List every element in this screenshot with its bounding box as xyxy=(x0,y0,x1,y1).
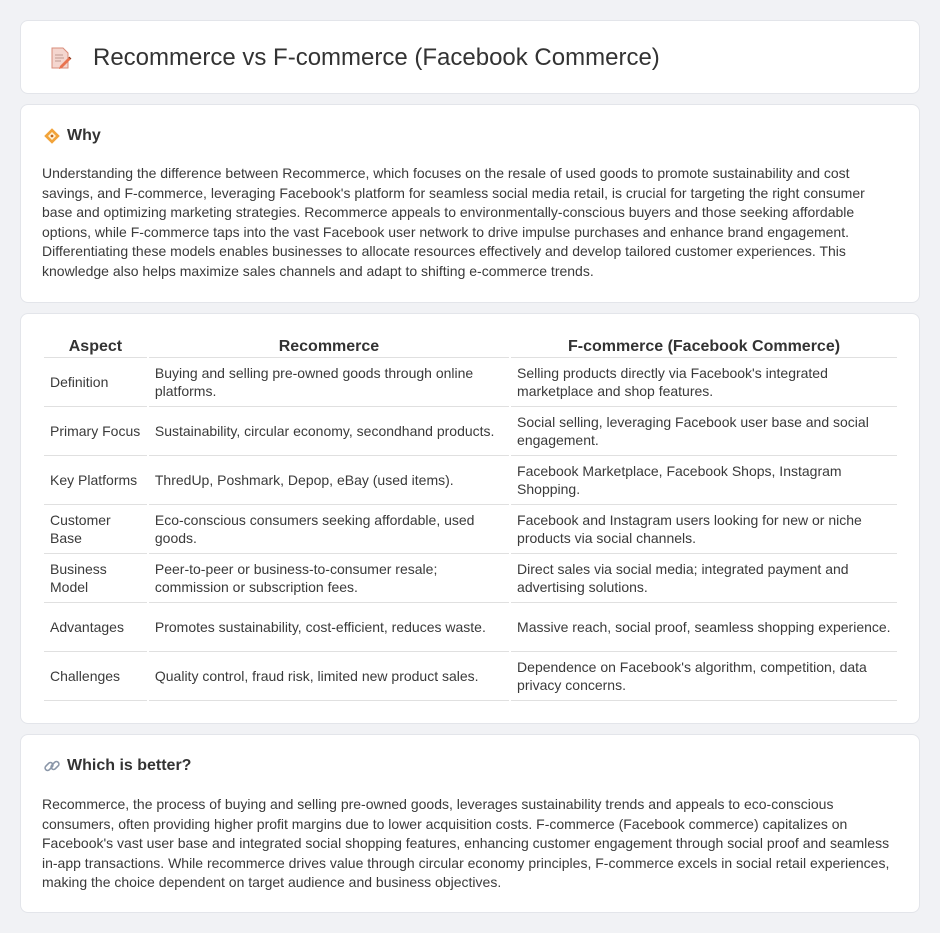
aspect-cell: Key Platforms xyxy=(44,456,147,505)
aspect-cell: Challenges xyxy=(44,652,147,701)
recommerce-cell: Sustainability, circular economy, secondhand products. xyxy=(149,407,509,456)
table-row xyxy=(44,358,897,407)
header-card xyxy=(20,20,920,94)
why-card xyxy=(20,104,920,303)
comparison-table xyxy=(42,336,899,701)
fcommerce-cell: Facebook and Instagram users looking for new or niche products via social channels. xyxy=(511,505,897,554)
table-row xyxy=(44,407,897,456)
fcommerce-cell: Social selling, leveraging Facebook user base and social engagement. xyxy=(511,407,897,456)
link-icon xyxy=(43,757,61,775)
table-header-row xyxy=(44,336,897,358)
fcommerce-cell: Dependence on Facebook's algorithm, competition, data privacy concerns. xyxy=(511,652,897,701)
aspect-cell: Customer Base xyxy=(44,505,147,554)
header xyxy=(47,44,660,72)
column-header: Aspect xyxy=(44,336,147,358)
recommerce-cell: Quality control, fraud risk, limited new product sales. xyxy=(149,652,509,701)
why-body: Understanding the difference between Recommerce, which focuses on the resale of used goods to promote sustainability and cost savings, and F-commerce, leveraging Facebook's platform for seamless social media retail, is crucial for targeting the right consumer base and optimizing marketing strategies. Recommerce appeals to environmentally-conscious buyers and those seeking affordable options, while F-commerce taps into the vast Facebook user network to drive impulse purchases and enhance brand engagement. Differentiating these models enables businesses to allocate resources effectively and develop tailored customer experiences. This knowledge also helps maximize sales channels and adapt to shifting e-commerce trends. xyxy=(42,165,865,279)
aspect-cell: Primary Focus xyxy=(44,407,147,456)
table-row xyxy=(44,505,897,554)
page-title: Recommerce vs F-commerce (Facebook Commerce) xyxy=(93,44,660,71)
table-row xyxy=(44,603,897,652)
aspect-cell: Definition xyxy=(44,358,147,407)
table-row xyxy=(44,652,897,701)
which-is-better-card xyxy=(20,734,920,913)
column-header: Recommerce xyxy=(149,336,509,358)
fcommerce-cell: Selling products directly via Facebook's integrated marketplace and shop features. xyxy=(511,358,897,407)
table-row xyxy=(44,554,897,603)
fcommerce-cell: Massive reach, social proof, seamless shopping experience. xyxy=(511,603,897,652)
recommerce-cell: Peer-to-peer or business-to-consumer resale; commission or subscription fees. xyxy=(149,554,509,603)
fcommerce-cell: Direct sales via social media; integrated payment and advertising solutions. xyxy=(511,554,897,603)
recommerce-cell: ThredUp, Poshmark, Depop, eBay (used items). xyxy=(149,456,509,505)
aspect-cell: Business Model xyxy=(44,554,147,603)
column-header: F-commerce (Facebook Commerce) xyxy=(511,336,897,358)
better-body: Recommerce, the process of buying and selling pre-owned goods, leverages sustainability trends and appeals to eco-conscious consumers, often providing higher profit margins due to lower acquisition costs. F-commerce (Facebook commerce) capitalizes on Facebook's vast user base and integrated social shopping features, enhancing customer engagement through social proof and seamless in-app transactions. While recommerce drives value through circular economy principles, F-commerce excels in social retail experiences, making the choice dependent on target audience and business objectives. xyxy=(42,796,890,890)
why-heading: Why xyxy=(67,127,101,144)
table-row xyxy=(44,456,897,505)
recommerce-cell: Buying and selling pre-owned goods through online platforms. xyxy=(149,358,509,407)
better-heading-row xyxy=(43,757,191,775)
aspect-cell: Advantages xyxy=(44,603,147,652)
document-pencil-icon xyxy=(47,45,73,71)
better-heading: Which is better? xyxy=(67,757,192,774)
why-heading-row xyxy=(43,127,101,145)
recommerce-cell: Promotes sustainability, cost-efficient, reduces waste. xyxy=(149,603,509,652)
fcommerce-cell: Facebook Marketplace, Facebook Shops, Instagram Shopping. xyxy=(511,456,897,505)
diamond-sign-icon xyxy=(43,127,61,145)
comparison-table-card xyxy=(20,313,920,724)
recommerce-cell: Eco-conscious consumers seeking affordable, used goods. xyxy=(149,505,509,554)
